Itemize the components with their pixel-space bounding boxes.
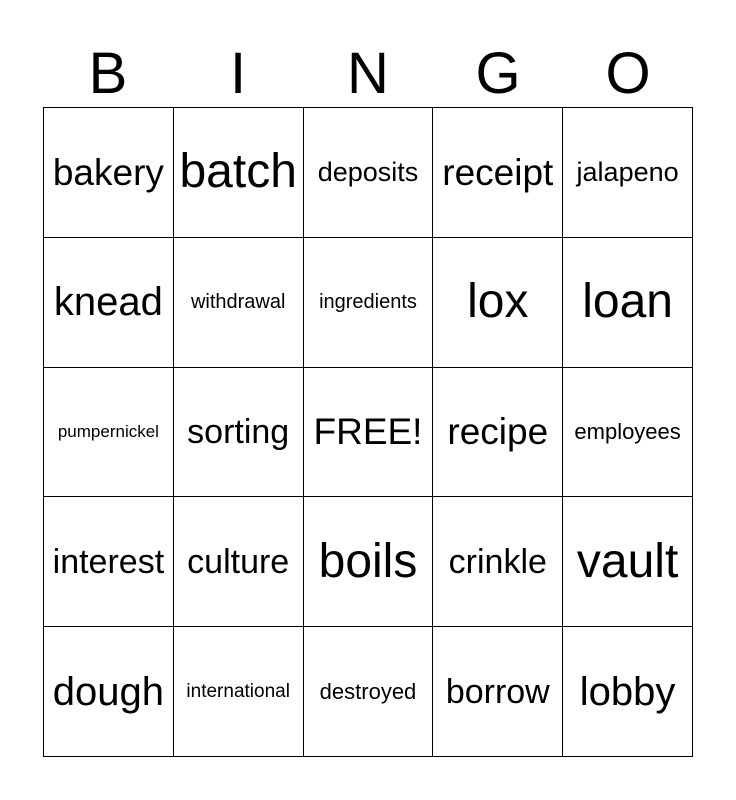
bingo-card-grid	[43, 107, 693, 757]
header-letter-n: N	[347, 41, 389, 106]
bingo-cell[interactable]: ingredients	[304, 238, 434, 368]
header-letter-g: G	[475, 41, 521, 106]
bingo-cell[interactable]: interest	[44, 497, 174, 627]
bingo-cell[interactable]: FREE!	[304, 368, 434, 498]
bingo-cell[interactable]: deposits	[304, 108, 434, 238]
bingo-cell[interactable]: loan	[563, 238, 693, 368]
bingo-cell[interactable]: receipt	[433, 108, 563, 238]
bingo-cell[interactable]: employees	[563, 368, 693, 498]
bingo-cell[interactable]: boils	[304, 497, 434, 627]
bingo-cell[interactable]: lox	[433, 238, 563, 368]
header-letter-o: O	[605, 41, 651, 106]
bingo-cell[interactable]: borrow	[433, 627, 563, 757]
bingo-cell[interactable]: culture	[174, 497, 304, 627]
bingo-cell[interactable]: bakery	[44, 108, 174, 238]
bingo-cell[interactable]: lobby	[563, 627, 693, 757]
header-letter-b: B	[88, 41, 128, 106]
bingo-cell[interactable]: withdrawal	[174, 238, 304, 368]
bingo-cell[interactable]: pumpernickel	[44, 368, 174, 498]
bingo-cell[interactable]: destroyed	[304, 627, 434, 757]
bingo-cell[interactable]: international	[174, 627, 304, 757]
bingo-cell[interactable]: vault	[563, 497, 693, 627]
bingo-cell[interactable]: crinkle	[433, 497, 563, 627]
bingo-cell[interactable]: dough	[44, 627, 174, 757]
bingo-cell[interactable]: batch	[174, 108, 304, 238]
header-letter-i: I	[229, 41, 247, 106]
bingo-cell[interactable]: sorting	[174, 368, 304, 498]
bingo-cell[interactable]: recipe	[433, 368, 563, 498]
bingo-cell[interactable]: knead	[44, 238, 174, 368]
bingo-header	[43, 40, 693, 108]
bingo-cell[interactable]: jalapeno	[563, 108, 693, 238]
